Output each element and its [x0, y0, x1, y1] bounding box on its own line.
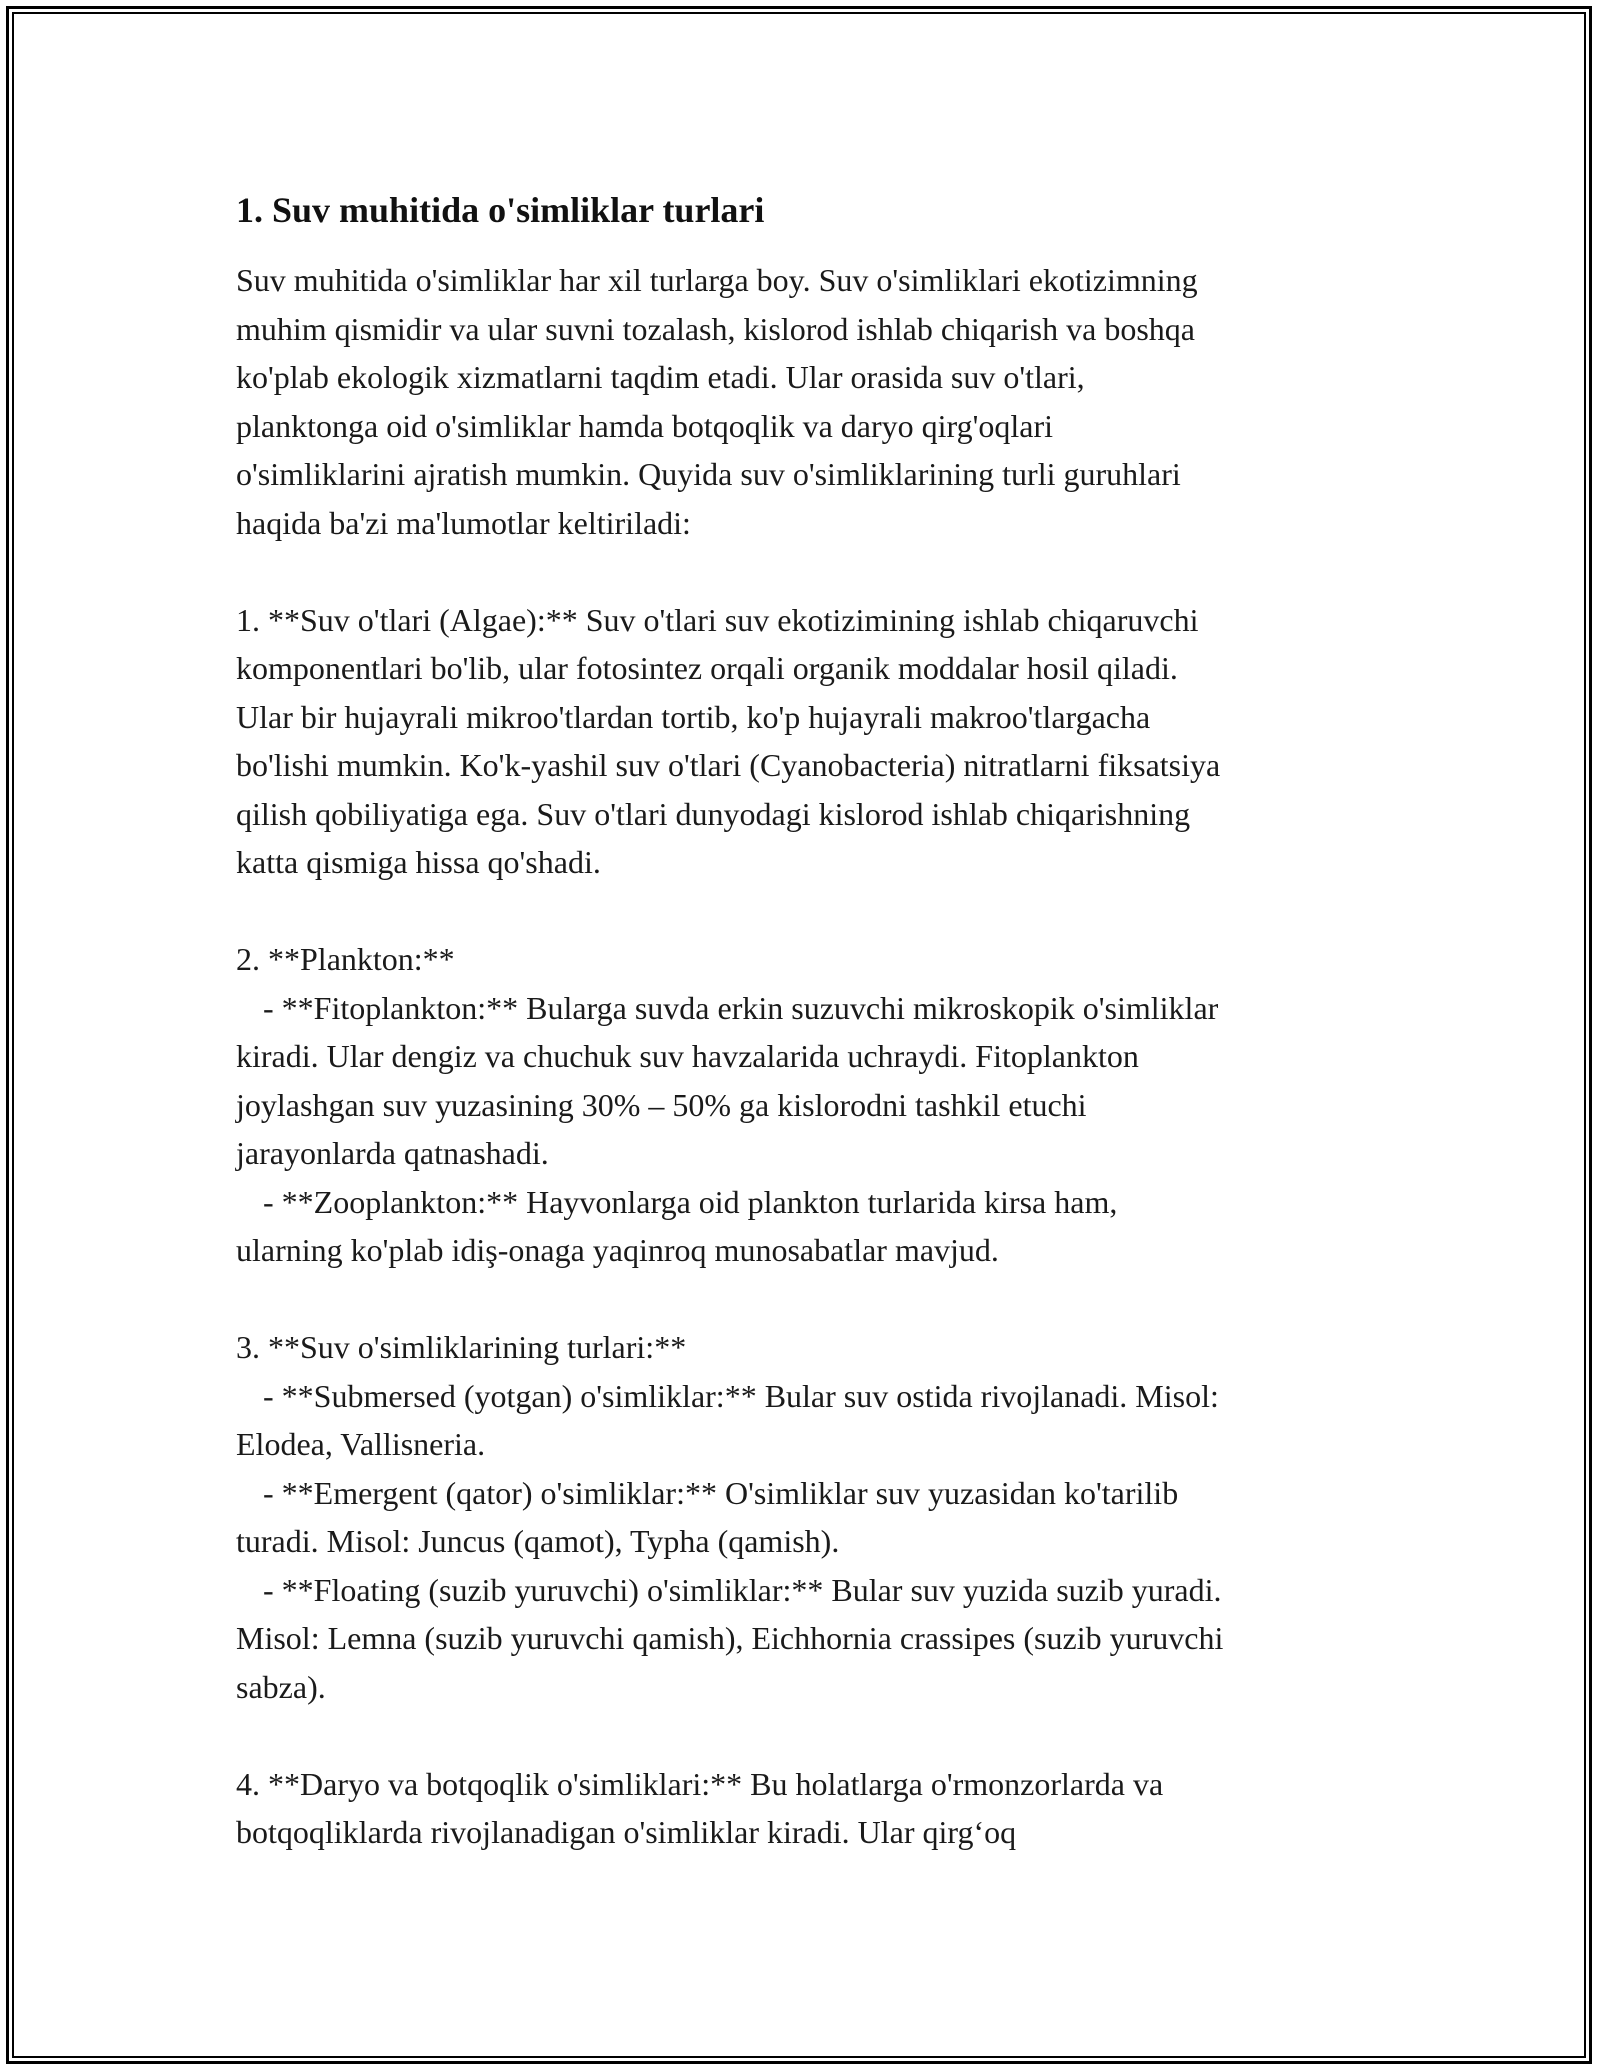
text-line: turadi. Misol: Juncus (qamot), Typha (qamish). [236, 1523, 840, 1559]
paragraph-spacer [236, 547, 1386, 596]
text-line: 1. **Suv o'tlari (Algae):** Suv o'tlari suv ekotizimining ishlab chiqaruvchi [236, 601, 1199, 638]
paragraph-spacer [236, 887, 1386, 936]
sub-item-line: - **Zooplankton:** Hayvonlarga oid plankton turlarida kirsa ham, [263, 1183, 1118, 1220]
text-line: joylashgan suv yuzasining 30% – 50% ga kislorodni tashkil etuchi [236, 1086, 1087, 1123]
text-line: planktonga oid o'simliklar hamda botqoqlik va daryo qirg'oqlari [236, 407, 1054, 444]
plankton-paragraph [236, 935, 1386, 1275]
text-line: 4. **Daryo va botqoqlik o'simliklari:** Bu holatlarga o'rmonzorlarda va [236, 1765, 1164, 1802]
algae-paragraph [236, 596, 1386, 887]
text-line: qilish qobiliyatiga ega. Suv o'tlari dunyodagi kislorod ishlab chiqarishning [236, 795, 1191, 832]
sub-item-line: - **Submersed (yotgan) o'simliklar:** Bular suv ostida rivojlanadi. Misol: [263, 1377, 1219, 1414]
text-line: kiradi. Ular dengiz va chuchuk suv havzalarida uchraydi. Fitoplankton [236, 1038, 1139, 1074]
text-line: jarayonlarda qatnashadi. [236, 1135, 549, 1171]
text-line: Misol: Lemna (suzib yuruvchi qamish), Eichhornia crassipes (suzib yuruvchi [236, 1620, 1224, 1656]
text-line: Suv muhitida o'simliklar har xil turlarga boy. Suv o'simliklari ekotizimning [236, 262, 1198, 298]
text-line: ularning ko'plab idiş-onaga yaqinroq munosabatlar mavjud. [236, 1232, 999, 1268]
text-line: muhim qismidir va ular suvni tozalash, kislorod ishlab chiqarish va boshqa [236, 310, 1195, 347]
document-body [236, 186, 1386, 1857]
text-line: katta qismiga hissa qo'shadi. [236, 844, 601, 880]
sub-item-line: - **Emergent (qator) o'simliklar:** O'simliklar suv yuzasidan ko'tarilib [263, 1474, 1179, 1511]
text-line: haqida ba'zi ma'lumotlar keltiriladi: [236, 504, 691, 541]
text-line: ko'plab ekologik xizmatlarni taqdim etadi. Ular orasida suv o'tlari, [236, 359, 1085, 395]
river-swamp-paragraph [236, 1760, 1386, 1857]
text-line: Elodea, Vallisneria. [236, 1426, 486, 1462]
plant-types-paragraph [236, 1323, 1386, 1711]
list-item-title: 3. **Suv o'simliklarining turlari:** [236, 1329, 687, 1365]
text-line: bo'lishi mumkin. Ko'k-yashil suv o'tlari (Cyanobacteria) nitratlarni fiksatsiya [236, 747, 1221, 783]
text-line: o'simliklarini ajratish mumkin. Quyida suv o'simliklarining turli guruhlari [236, 456, 1181, 492]
paragraph-spacer [236, 1275, 1386, 1324]
text-line: sabza). [236, 1668, 326, 1705]
text-line: botqoqliklarda rivojlanadigan o'simliklar kiradi. Ular qirg‘oq [236, 1814, 1017, 1850]
text-line: Ular bir hujayrali mikroo'tlardan tortib, ko'p hujayrali makroo'tlargacha [236, 698, 1151, 735]
paragraph-spacer [236, 1711, 1386, 1760]
text-line: komponentlari bo'lib, ular fotosintez orqali organik moddalar hosil qiladi. [236, 650, 1178, 686]
section-heading: 1. Suv muhitida o'simliklar turlari [236, 190, 765, 230]
list-item-title: 2. **Plankton:** [236, 941, 455, 977]
sub-item-line: - **Fitoplankton:** Bularga suvda erkin suzuvchi mikroskopik o'simliklar [263, 989, 1219, 1026]
sub-item-line: - **Floating (suzib yuruvchi) o'simliklar:** Bular suv yuzida suzib yuradi. [263, 1571, 1222, 1608]
intro-paragraph [236, 256, 1386, 547]
